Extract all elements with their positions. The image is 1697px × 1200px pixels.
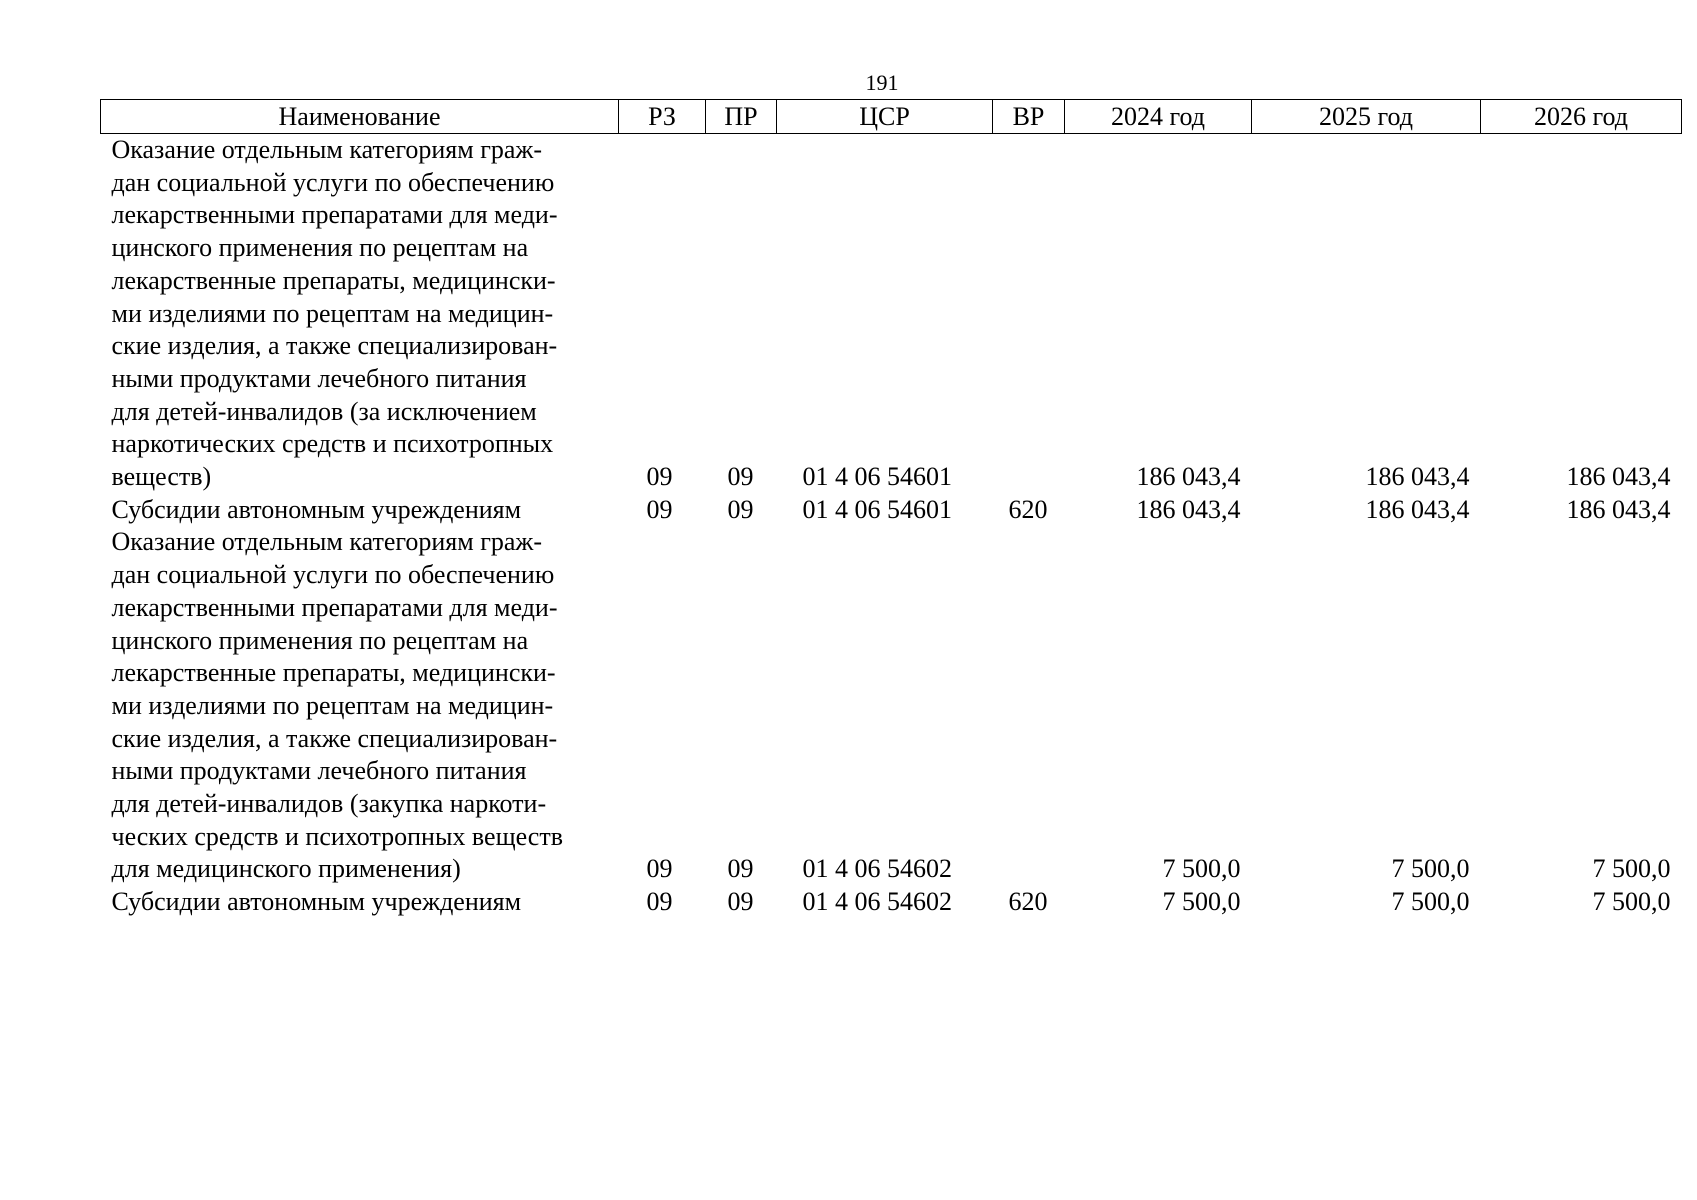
row-2024: 186 043,4 <box>1136 494 1241 524</box>
budget-table <box>100 99 1682 919</box>
row-csr: 01 4 06 54602 <box>802 887 952 917</box>
row-2025: 186 043,4 <box>1365 494 1470 524</box>
header-rz: РЗ <box>619 100 706 134</box>
row-rz: 09 <box>646 887 673 917</box>
row-2024: 7 500,0 <box>1162 854 1241 884</box>
row-2026: 186 043,4 <box>1566 462 1671 492</box>
header-vr: ВР <box>993 100 1065 134</box>
row-rz: 09 <box>646 462 673 492</box>
row-name: Субсидии автономным учреждениям <box>111 887 522 917</box>
page-number: 191 <box>865 70 899 95</box>
row-2024: 186 043,4 <box>1136 462 1241 492</box>
row-rz: 09 <box>646 494 673 524</box>
row-vr: 620 <box>1008 494 1048 524</box>
row-2024: 7 500,0 <box>1162 887 1241 917</box>
header-2026: 2026 год <box>1481 100 1682 134</box>
row-2026: 186 043,4 <box>1566 494 1671 524</box>
row-2026: 7 500,0 <box>1592 854 1671 884</box>
header-2024: 2024 год <box>1065 100 1252 134</box>
row-2025: 7 500,0 <box>1391 887 1470 917</box>
header-csr: ЦСР <box>777 100 993 134</box>
row-pr: 09 <box>727 854 754 884</box>
table-row <box>101 526 1682 886</box>
table-row <box>101 494 1682 527</box>
row-pr: 09 <box>727 462 754 492</box>
header-pr: ПР <box>706 100 777 134</box>
table-row <box>101 886 1682 919</box>
row-rz: 09 <box>646 854 673 884</box>
row-vr <box>993 134 1065 494</box>
row-pr: 09 <box>727 494 754 524</box>
row-pr: 09 <box>727 887 754 917</box>
table-row <box>101 134 1682 494</box>
row-vr: 620 <box>1008 887 1048 917</box>
row-name: Оказание отдельным категориям граж- дан социальной услуги по обеспечению лекарственными препаратами для меди- цинского применения по рецептам на лекарственные препараты, медицински- ми изделиями по рецептам на медицин- ские изделия, а также специализирован- ными продуктами лечебного питания для детей-инвалидов (за исключением наркотических средств и психотропных веществ) <box>111 135 558 492</box>
row-vr <box>993 526 1065 886</box>
row-2025: 7 500,0 <box>1391 854 1470 884</box>
row-csr: 01 4 06 54602 <box>802 854 952 884</box>
row-2025: 186 043,4 <box>1365 462 1470 492</box>
header-2025: 2025 год <box>1252 100 1481 134</box>
row-2026: 7 500,0 <box>1592 887 1671 917</box>
table-header-row <box>101 100 1682 134</box>
row-csr: 01 4 06 54601 <box>802 494 952 524</box>
row-name: Оказание отдельным категориям граж- дан социальной услуги по обеспечению лекарственными препаратами для меди- цинского применения по рецептам на лекарственные препараты, медицински- ми изделиями по рецептам на медицин- ские изделия, а также специализирован- ными продуктами лечебного питания для детей-инвалидов (закупка наркоти- ческих средств и психотропных веществ для медицинского применения) <box>111 527 563 884</box>
row-csr: 01 4 06 54601 <box>802 462 952 492</box>
row-name: Субсидии автономным учреждениям <box>111 494 522 524</box>
header-name: Наименование <box>101 100 619 134</box>
